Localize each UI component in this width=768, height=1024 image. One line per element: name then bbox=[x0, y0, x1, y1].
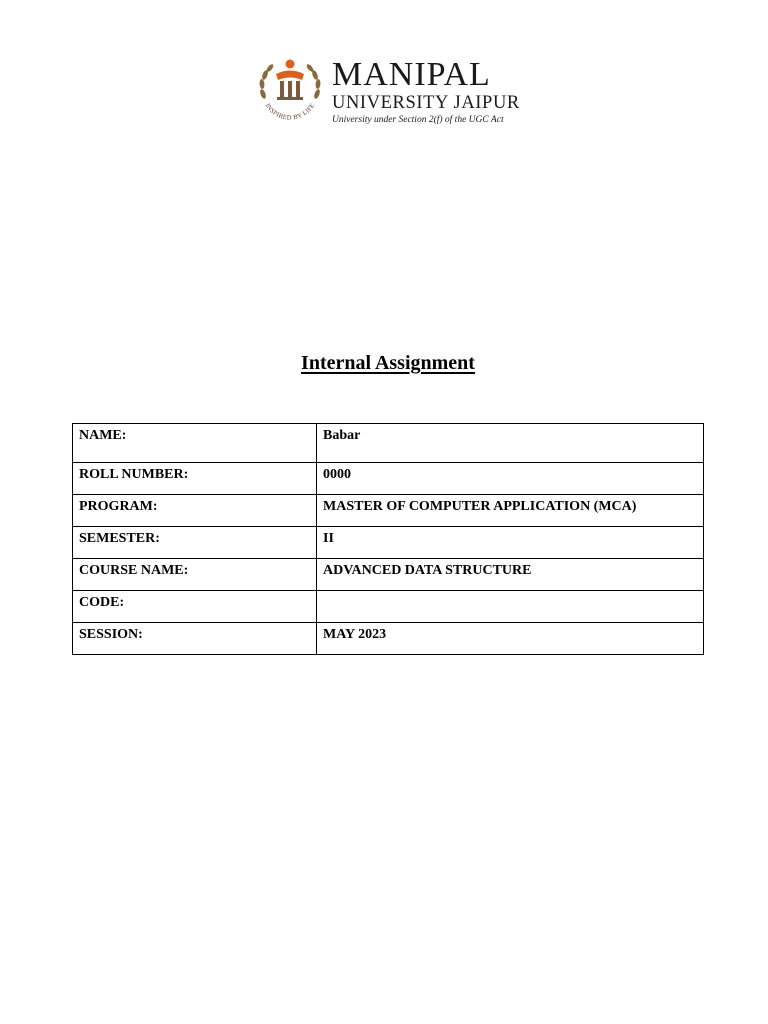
course-name-label: COURSE NAME: bbox=[73, 559, 317, 591]
code-label: CODE: bbox=[73, 591, 317, 623]
table-row bbox=[73, 527, 704, 559]
session-value: MAY 2023 bbox=[317, 623, 704, 655]
name-value: Babar bbox=[317, 424, 704, 463]
roll-number-value: 0000 bbox=[317, 463, 704, 495]
svg-text:INSPIRED BY LIFE bbox=[264, 102, 317, 121]
logo-subtitle: UNIVERSITY JAIPUR bbox=[332, 93, 520, 113]
semester-value: II bbox=[317, 527, 704, 559]
session-label: SESSION: bbox=[73, 623, 317, 655]
table-row bbox=[73, 623, 704, 655]
logo-wordmark bbox=[332, 58, 520, 126]
student-details-table bbox=[72, 423, 704, 655]
semester-label: SEMESTER: bbox=[73, 527, 317, 559]
manipal-emblem-icon bbox=[254, 56, 326, 128]
table-row bbox=[73, 591, 704, 623]
university-logo bbox=[254, 56, 534, 128]
table-row bbox=[73, 463, 704, 495]
logo-tagline: University under Section 2(f) of the UGC Act bbox=[332, 115, 504, 125]
roll-number-label: ROLL NUMBER: bbox=[73, 463, 317, 495]
table-row bbox=[73, 559, 704, 591]
document-title: Internal Assignment bbox=[301, 352, 475, 374]
course-name-value: ADVANCED DATA STRUCTURE bbox=[317, 559, 704, 591]
program-value: MASTER OF COMPUTER APPLICATION (MCA) bbox=[317, 495, 704, 527]
logo-motto: INSPIRED BY LIFE bbox=[263, 102, 317, 122]
program-label: PROGRAM: bbox=[73, 495, 317, 527]
table-row bbox=[73, 495, 704, 527]
name-label: NAME: bbox=[73, 424, 317, 463]
table-row bbox=[73, 424, 704, 463]
code-value bbox=[317, 591, 704, 623]
logo-name: MANIPAL bbox=[332, 56, 491, 93]
